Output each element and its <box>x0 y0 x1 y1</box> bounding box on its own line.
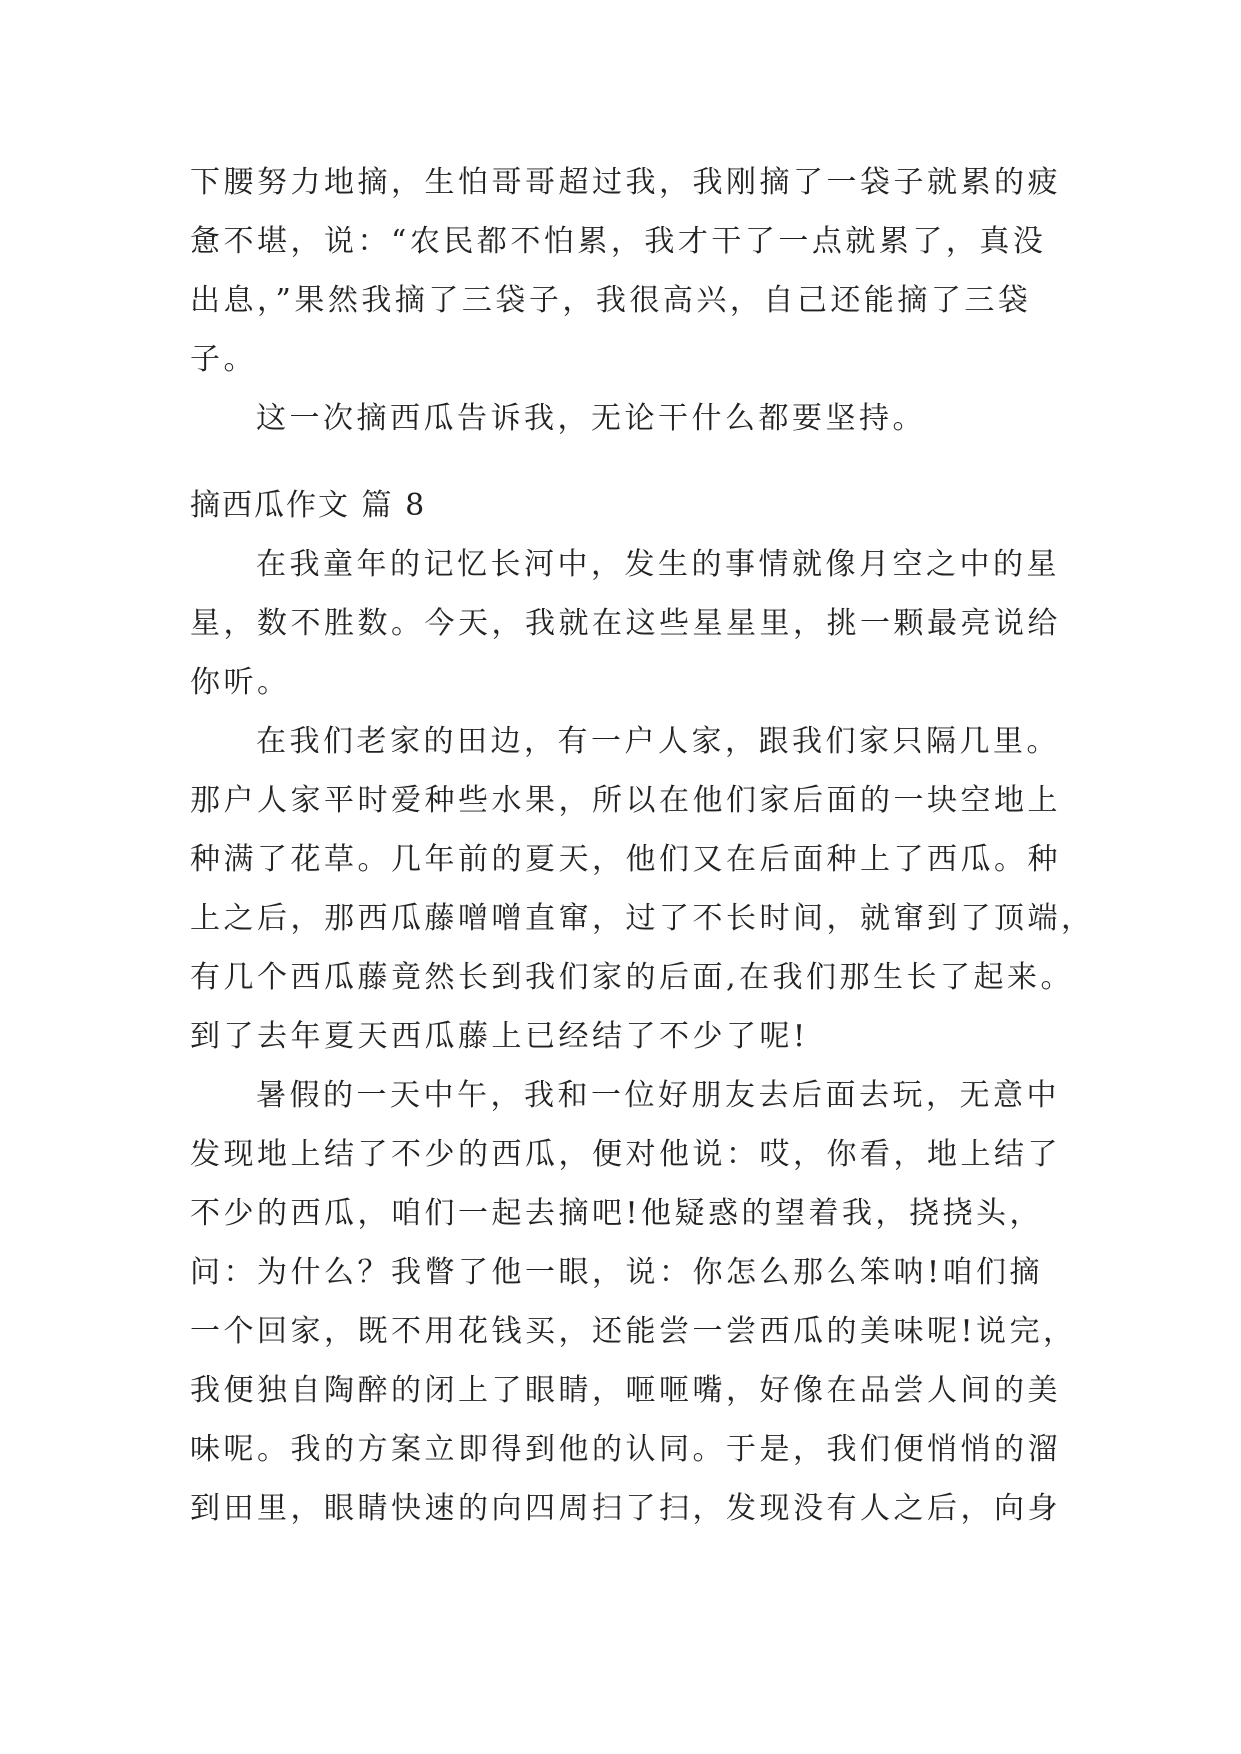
paragraph-line: 惫不堪，说：“农民都不怕累，我才干了一点就累了，真没 <box>190 224 1047 259</box>
paragraph-line: 一个回家，既不用花钱买，还能尝一尝西瓜的美味呢!说完， <box>190 1314 1077 1349</box>
document-body <box>190 163 1095 1548</box>
paragraph-line: 暑假的一天中午，我和一位好朋友去后面去玩，无意中 <box>256 1078 1060 1113</box>
paragraph-line: 你听。 <box>190 665 291 700</box>
paragraph-line: 出息，”果然我摘了三袋子，我很高兴，自己还能摘了三袋 <box>190 283 1032 318</box>
paragraph-line: 上之后，那西瓜藤噌噌直窜，过了不长时间，就窜到了顶端， <box>190 901 1095 936</box>
section-heading: 摘西瓜作文 篇 8 <box>190 488 427 523</box>
paragraph-line: 不少的西瓜，咱们一起去摘吧!他疑惑的望着我，挠挠头， <box>190 1196 1044 1231</box>
paragraph-line: 到了去年夏天西瓜藤上已经结了不少了呢! <box>190 1019 809 1054</box>
paragraph-line: 有几个西瓜藤竟然长到我们家的后面,在我们那生长了起来。 <box>190 960 1075 995</box>
paragraph-line: 到田里，眼睛快速的向四周扫了扫，发现没有人之后，向身 <box>190 1491 1061 1526</box>
paragraph-line: 那户人家平时爱种些水果，所以在他们家后面的一块空地上 <box>190 783 1061 818</box>
paragraph-line: 发现地上结了不少的西瓜，便对他说：哎，你看，地上结了 <box>190 1137 1061 1172</box>
paragraph-line: 在我童年的记忆长河中，发生的事情就像月空之中的星 <box>256 547 1060 582</box>
paragraph-line: 在我们老家的田边，有一户人家，跟我们家只隔几里。 <box>256 724 1060 759</box>
paragraph-line: 我便独自陶醉的闭上了眼睛，咂咂嘴，好像在品尝人间的美 <box>190 1373 1061 1408</box>
paragraph-line: 味呢。我的方案立即得到他的认同。于是，我们便悄悄的溜 <box>190 1432 1061 1467</box>
paragraph-line: 星，数不胜数。今天，我就在这些星星里，挑一颗最亮说给 <box>190 606 1061 641</box>
paragraph-line: 这一次摘西瓜告诉我，无论干什么都要坚持。 <box>256 401 926 436</box>
paragraph-line: 问：为什么？我瞥了他一眼，说：你怎么那么笨呐!咱们摘 <box>190 1255 1044 1290</box>
paragraph-line: 子。 <box>190 342 257 377</box>
paragraph-line: 种满了花草。几年前的夏天，他们又在后面种上了西瓜。种 <box>190 842 1061 877</box>
paragraph-line: 下腰努力地摘，生怕哥哥超过我，我刚摘了一袋子就累的疲 <box>190 165 1061 200</box>
